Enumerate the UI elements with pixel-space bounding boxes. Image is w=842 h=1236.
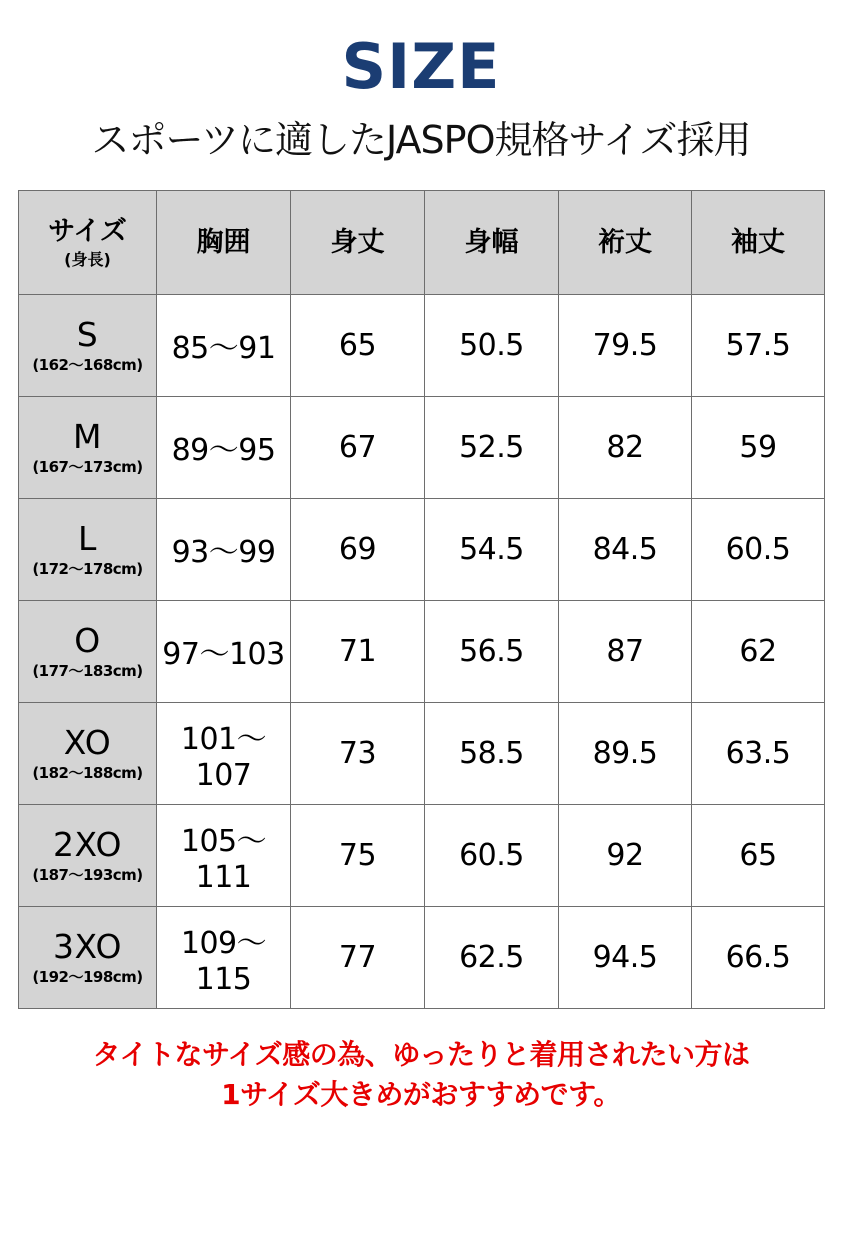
column-header-sleeve: 袖丈 — [692, 190, 825, 294]
row-height-range: (162〜168cm) — [32, 355, 143, 374]
row-size-label: M — [73, 417, 102, 457]
row-width: 54.5 — [425, 498, 559, 600]
row-length: 65 — [291, 294, 425, 396]
column-header-width: 身幅 — [425, 190, 559, 294]
row-chest: 101〜107 — [157, 702, 291, 804]
row-height-range: (172〜178cm) — [32, 559, 143, 578]
row-length: 75 — [291, 804, 425, 906]
size-note-line2: 1サイズ大きめがおすすめです。 — [221, 1078, 621, 1112]
row-width: 58.5 — [425, 702, 559, 804]
table-row — [19, 702, 825, 804]
row-sleeve-total: 84.5 — [559, 498, 692, 600]
row-length: 77 — [291, 906, 425, 1008]
row-length: 73 — [291, 702, 425, 804]
row-length: 69 — [291, 498, 425, 600]
row-sleeve: 62 — [692, 600, 825, 702]
row-sleeve: 57.5 — [692, 294, 825, 396]
row-sleeve-total: 87 — [559, 600, 692, 702]
row-chest: 93〜99 — [157, 498, 291, 600]
row-chest: 105〜111 — [157, 804, 291, 906]
row-sleeve: 60.5 — [692, 498, 825, 600]
column-header-length: 身丈 — [291, 190, 425, 294]
row-length: 67 — [291, 396, 425, 498]
table-row — [19, 600, 825, 702]
row-sleeve: 59 — [692, 396, 825, 498]
row-width: 60.5 — [425, 804, 559, 906]
row-sleeve: 66.5 — [692, 906, 825, 1008]
table-row — [19, 396, 825, 498]
row-size-cell — [19, 600, 157, 702]
row-height-range: (177〜183cm) — [32, 661, 143, 680]
page-title: SIZE — [341, 30, 501, 103]
row-size-label: 2XO — [53, 825, 122, 865]
row-sleeve: 63.5 — [692, 702, 825, 804]
table-row — [19, 906, 825, 1008]
row-width: 50.5 — [425, 294, 559, 396]
column-header-sleeve-total: 裄丈 — [559, 190, 692, 294]
page-subtitle: スポーツに適したJASPO規格サイズ採用 — [91, 118, 751, 162]
row-length: 71 — [291, 600, 425, 702]
row-width: 52.5 — [425, 396, 559, 498]
size-table — [18, 190, 825, 1009]
size-note — [18, 1035, 824, 1116]
row-chest: 109〜115 — [157, 906, 291, 1008]
row-height-range: (167〜173cm) — [32, 457, 143, 476]
table-row — [19, 804, 825, 906]
row-sleeve: 65 — [692, 804, 825, 906]
row-size-label: XO — [63, 723, 112, 763]
row-size-cell — [19, 804, 157, 906]
row-size-label: O — [74, 621, 101, 661]
row-height-range: (187〜193cm) — [32, 865, 143, 884]
row-size-cell — [19, 906, 157, 1008]
row-sleeve-total: 79.5 — [559, 294, 692, 396]
row-size-label: S — [76, 315, 99, 355]
row-width: 62.5 — [425, 906, 559, 1008]
row-size-label: 3XO — [53, 927, 122, 967]
row-size-cell — [19, 498, 157, 600]
table-body — [19, 294, 825, 1008]
row-sleeve-total: 94.5 — [559, 906, 692, 1008]
row-size-cell — [19, 294, 157, 396]
row-height-range: (192〜198cm) — [32, 967, 143, 986]
row-size-cell — [19, 702, 157, 804]
table-row — [19, 498, 825, 600]
table-header-row — [19, 190, 825, 294]
column-header-size — [19, 190, 157, 294]
table-row — [19, 294, 825, 396]
row-size-cell — [19, 396, 157, 498]
row-sleeve-total: 82 — [559, 396, 692, 498]
row-height-range: (182〜188cm) — [32, 763, 143, 782]
size-note-line1: タイトなサイズ感の為、ゆったりと着用されたい方は — [92, 1037, 750, 1071]
column-header-size-sub: (身長) — [64, 249, 111, 269]
row-chest: 89〜95 — [157, 396, 291, 498]
row-chest: 97〜103 — [157, 600, 291, 702]
column-header-chest: 胸囲 — [157, 190, 291, 294]
column-header-size-label: サイズ — [48, 215, 127, 247]
row-chest: 85〜91 — [157, 294, 291, 396]
row-sleeve-total: 89.5 — [559, 702, 692, 804]
row-size-label: L — [78, 519, 97, 559]
row-width: 56.5 — [425, 600, 559, 702]
row-sleeve-total: 92 — [559, 804, 692, 906]
size-chart-page — [0, 30, 842, 1236]
table-header — [19, 190, 825, 294]
